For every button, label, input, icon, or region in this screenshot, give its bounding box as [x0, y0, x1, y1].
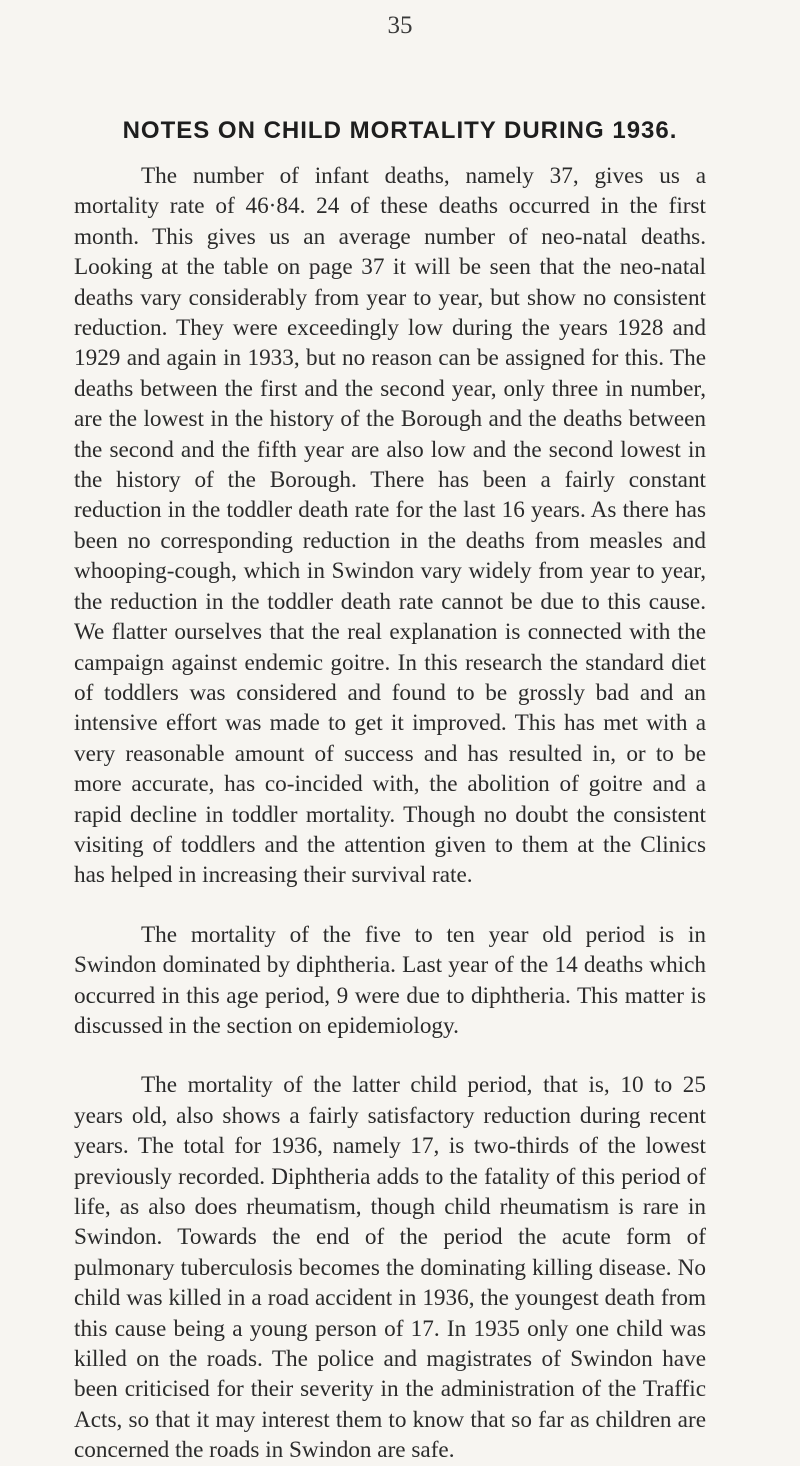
page-number: 35: [387, 12, 413, 39]
paragraph-latter-child-mortality: The mortality of the latter child period, that is, 10 to 25 years old, also shows a fairly satisfactory reduction during recent years. The total for 1936, namely 17, is two-thirds of the lowest previously recorded. Diphtheria adds to the fatality of this period of life, as also does rheumatism, though child rheumatism is rare in Swindon. Towards the end of the period the acute form of pulmonary tuberculosis becomes the dominating killing disease. No child was killed in a road accident in 1936, the youngest death from this cause being a young person of 17. In 1935 only one child was killed on the roads. The police and magistrates of Swindon have been criticised for their severity in the administration of the Traffic Acts, so that it may interest them to know that so far as children are concerned the roads in Swindon are safe.: [74, 1072, 706, 1464]
paragraph-infant-mortality: The number of infant deaths, namely 37, gives us a mortality rate of 46·84. 24 of these deaths occurred in the first month. This gives us an average number of neo-natal deaths. Looking at the table on page 37 it will be seen that the neo-natal deaths vary considerably from year to year, but show no consistent reduction. They were exceedingly low during the years 1928 and 1929 and again in 1933, but no reason can be assigned for this. The deaths between the first and the second year, only three in number, are the lowest in the history of the Borough and the deaths between the second and the fifth year are also low and the second lowest in the history of the Borough. There has been a fairly constant reduction in the toddler death rate for the last 16 years. As there has been no corresponding reduction in the deaths from measles and whooping-cough, which in Swindon vary widely from year to year, the reduction in the toddler death rate cannot be due to this cause. We flatter ourselves that the real explanation is connected with the campaign against endemic goitre. In this research the standard diet of toddlers was considered and found to be grossly bad and an intensive effort was made to get it improved. This has met with a very reasonable amount of success and has resulted in, or to be more accurate, has co-incided with, the abolition of goitre and a rapid decline in toddler mortality. Though no doubt the consistent visiting of toddlers and the attention given to them at the Clinics has helped in increasing their survival rate.: [74, 163, 706, 889]
page-title: NOTES ON CHILD MORTALITY DURING 1936.: [122, 117, 678, 144]
body-text: [74, 161, 706, 1466]
paragraph-five-to-ten-mortality: The mortality of the five to ten year old period is in Swindon dominated by diphtheria. Last year of the 14 deaths which occurred in this age period, 9 were due to diphtheria. This matter is discussed in the section on epidemiology.: [74, 921, 706, 1039]
